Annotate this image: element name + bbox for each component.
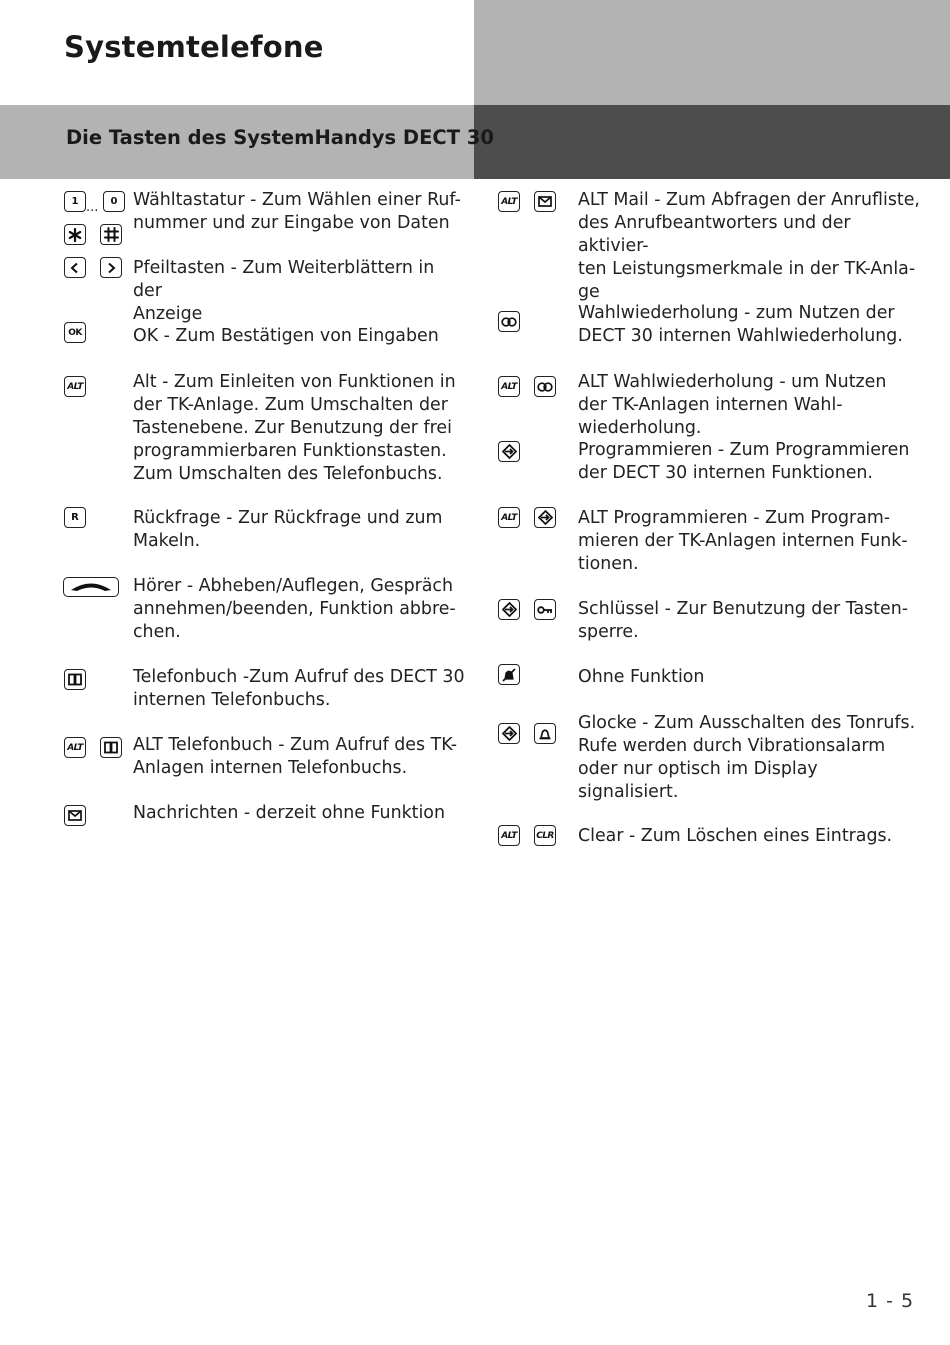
alt-key-icon: ALT bbox=[64, 376, 86, 397]
key-0-icon: 0 bbox=[103, 191, 125, 212]
page-title: Systemtelefone bbox=[64, 30, 324, 64]
clr-key-icon: CLR bbox=[534, 825, 556, 846]
arrow-left-icon bbox=[64, 257, 86, 278]
alt-key-description: Alt - Zum Einleiten von Funktionen in der TK-Anlage. Zum Umschalten der Tastenebene. Zur Benutzung der frei programmierbaren Funktionstasten. Zum Umschalten des Telefonbuchs. bbox=[133, 372, 456, 484]
alt-key-icon: ALT bbox=[498, 376, 520, 397]
alt-program-description: ALT Programmieren - Zum Program- mieren der TK-Anlagen internen Funk- tionen. bbox=[578, 508, 908, 574]
program-key-icon bbox=[498, 599, 520, 620]
subheader-band-right bbox=[474, 105, 950, 179]
alt-key-icon: ALT bbox=[498, 825, 520, 846]
r-key-description: Rückfrage - Zur Rückfrage und zum Makeln. bbox=[133, 508, 443, 551]
handset-key-icon bbox=[63, 577, 119, 597]
phonebook-key-description: Telefonbuch -Zum Aufruf des DECT 30 internen Telefonbuchs. bbox=[133, 667, 465, 710]
alt-key-icon: ALT bbox=[64, 737, 86, 758]
redial-key-description: Wahlwiederholung - zum Nutzen der DECT 30 internen Wahlwiederholung. bbox=[578, 303, 903, 346]
ok-key-description: OK - Zum Bestätigen von Eingaben bbox=[133, 326, 439, 346]
redial-key-icon bbox=[498, 311, 520, 332]
bell-key-description: Glocke - Zum Ausschalten des Tonrufs. Rufe werden durch Vibrationsalarm oder nur optisch im Display signalisiert. bbox=[578, 713, 916, 802]
alt-key-icon: ALT bbox=[498, 507, 520, 528]
alt-key-icon: ALT bbox=[498, 191, 520, 212]
program-key-icon bbox=[534, 507, 556, 528]
program-key-icon bbox=[498, 441, 520, 462]
key-1-icon: 1 bbox=[64, 191, 86, 212]
mail-key-icon bbox=[534, 191, 556, 212]
program-key-description: Programmieren - Zum Programmieren der DECT 30 internen Funktionen. bbox=[578, 440, 910, 483]
clear-key-description: Clear - Zum Löschen eines Eintrags. bbox=[578, 826, 893, 846]
alt-mail-description: ALT Mail - Zum Abfragen der Anrufliste, des Anrufbeantworters und der aktivier- ten Leistungsmerkmale in der TK-Anla- ge bbox=[578, 190, 920, 302]
ellipsis: ... bbox=[86, 200, 99, 215]
header-band-right bbox=[474, 0, 950, 105]
redial-key-icon bbox=[534, 376, 556, 397]
r-key-icon: R bbox=[64, 507, 86, 528]
program-key-icon bbox=[498, 723, 520, 744]
alt-redial-description: ALT Wahlwiederholung - um Nutzen der TK-Anlagen internen Wahl- wiederholung. bbox=[578, 372, 887, 438]
bell-off-key-description: Ohne Funktion bbox=[578, 667, 705, 687]
keypad-description: Wähltastatur - Zum Wählen einer Ruf- nummer und zur Eingabe von Daten bbox=[133, 190, 461, 233]
bell-off-key-icon bbox=[498, 664, 520, 685]
phonebook-key-icon bbox=[64, 669, 86, 690]
phonebook-key-icon bbox=[100, 737, 122, 758]
mail-key-description: Nachrichten - derzeit ohne Funktion bbox=[133, 803, 445, 823]
mail-key-icon bbox=[64, 805, 86, 826]
arrow-keys-description: Pfeiltasten - Zum Weiterblättern in der Anzeige bbox=[133, 258, 435, 324]
arrow-right-icon bbox=[100, 257, 122, 278]
page-number: 1 - 5 bbox=[866, 1290, 915, 1312]
handset-key-description: Hörer - Abheben/Auflegen, Gespräch annehmen/beenden, Funktion abbre- chen. bbox=[133, 576, 456, 642]
star-key-icon bbox=[64, 224, 86, 245]
ok-key-icon: OK bbox=[64, 322, 86, 343]
section-title: Die Tasten des SystemHandys DECT 30 bbox=[66, 126, 494, 149]
lock-key-description: Schlüssel - Zur Benutzung der Tasten- sperre. bbox=[578, 599, 908, 642]
alt-phonebook-description: ALT Telefonbuch - Zum Aufruf des TK- Anlagen internen Telefonbuchs. bbox=[133, 735, 458, 778]
bell-key-icon bbox=[534, 723, 556, 744]
hash-key-icon bbox=[100, 224, 122, 245]
key-lock-icon bbox=[534, 599, 556, 620]
